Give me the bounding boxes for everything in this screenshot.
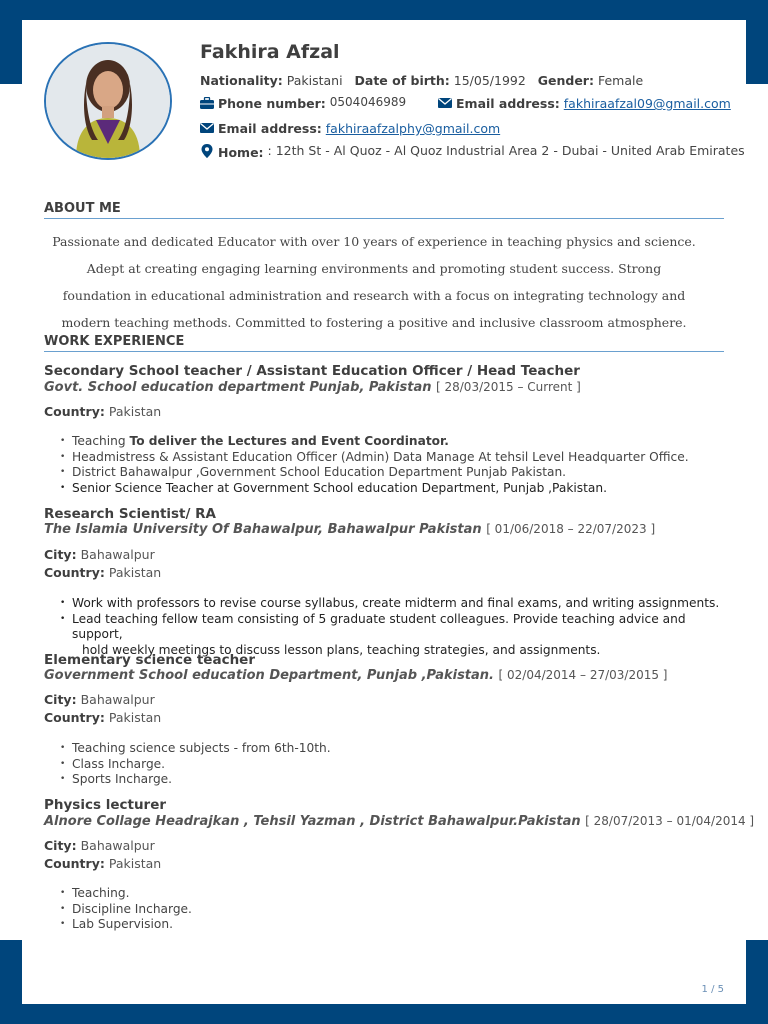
job-city bbox=[44, 838, 155, 853]
job-org-name: Govt. School education department Punjab, Pakistan bbox=[44, 380, 432, 395]
job-org bbox=[44, 522, 655, 537]
candidate-name: Fakhira Afzal bbox=[200, 41, 340, 63]
job-title: Elementary science teacher bbox=[44, 652, 255, 668]
map-pin-icon bbox=[200, 144, 214, 158]
page-number: 1 / 5 bbox=[701, 984, 724, 995]
about-line: foundation in educational administration and research with a focus on integrating technology and bbox=[62, 288, 686, 303]
nationality-label: Nationality: bbox=[200, 73, 283, 88]
envelope-icon bbox=[438, 97, 452, 109]
job-org bbox=[44, 814, 754, 829]
city-value: Bahawalpur bbox=[80, 547, 155, 562]
personal-info-row bbox=[200, 73, 643, 88]
country-value: Pakistan bbox=[108, 710, 162, 725]
bullet-text: Teaching bbox=[72, 434, 126, 448]
home-row bbox=[200, 144, 745, 160]
list-item bbox=[60, 434, 730, 450]
list-item: • Work with professors to revise course syllabus, create midterm and final exams, and writing assignments. bbox=[60, 596, 730, 612]
job-city bbox=[44, 547, 155, 562]
frame-corner bbox=[0, 0, 22, 84]
email2-link[interactable]: fakhiraafzalphy@gmail.com bbox=[325, 121, 501, 136]
job-bullets bbox=[60, 886, 730, 933]
dob-value: 15/05/1992 bbox=[453, 73, 526, 88]
email1-link[interactable]: fakhiraafzal09@gmail.com bbox=[563, 96, 731, 111]
job-title: Physics lecturer bbox=[44, 797, 167, 813]
work-section-title: WORK EXPERIENCE bbox=[44, 334, 724, 352]
job-country bbox=[44, 710, 161, 725]
job-country bbox=[44, 404, 161, 419]
about-line: modern teaching methods. Committed to fostering a positive and inclusive classroom atmosphere. bbox=[61, 315, 687, 330]
home-label: Home: bbox=[218, 145, 264, 160]
country-value: Pakistan bbox=[108, 404, 162, 419]
list-item: • Class Incharge. bbox=[60, 757, 730, 773]
job-dates: [ 01/06/2018 – 22/07/2023 ] bbox=[486, 522, 656, 536]
job-org-name: The Islamia University Of Bahawalpur, Bahawalpur Pakistan bbox=[44, 522, 482, 537]
job-dates: [ 28/03/2015 – Current ] bbox=[436, 380, 581, 394]
bullet-text: hold weekly meetings to discuss lesson plans, teaching strategies, and assignments. bbox=[82, 642, 601, 657]
gender-value: Female bbox=[597, 73, 644, 88]
home-value: : 12th St - Al Quoz - Al Quoz Industrial Area 2 - Dubai - United Arab Emirates bbox=[267, 143, 745, 158]
job-country bbox=[44, 856, 161, 871]
email2-label: Email address: bbox=[218, 121, 322, 136]
job-org-name: Alnore Collage Headrajkan , Tehsil Yazman , District Bahawalpur.Pakistan bbox=[44, 814, 581, 829]
job-country bbox=[44, 565, 161, 580]
list-item: • Senior Science Teacher at Government School education Department, Punjab ,Pakistan. bbox=[60, 481, 730, 497]
gender-label: Gender: bbox=[537, 73, 594, 88]
country-label: Country: bbox=[44, 404, 105, 419]
city-value: Bahawalpur bbox=[80, 692, 155, 707]
about-line: Passionate and dedicated Educator with over 10 years of experience in teaching physics and science. bbox=[52, 234, 696, 249]
list-item: • District Bahawalpur ,Government School Education Department Punjab Pakistan. bbox=[60, 465, 730, 481]
dob-label: Date of birth: bbox=[354, 73, 450, 88]
list-item: • Headmistress & Assistant Education Officer (Admin) Data Manage At tehsil Level Headquarter Office. bbox=[60, 450, 730, 466]
email-row-2 bbox=[200, 121, 500, 136]
job-bullets bbox=[60, 596, 730, 658]
phone-row bbox=[200, 96, 406, 111]
envelope-icon bbox=[200, 122, 214, 134]
city-value: Bahawalpur bbox=[80, 838, 155, 853]
email-row-1 bbox=[438, 96, 731, 111]
list-item: • Teaching science subjects - from 6th-10th. bbox=[60, 741, 730, 757]
email1-label: Email address: bbox=[456, 96, 560, 111]
list-item: • Sports Incharge. bbox=[60, 772, 730, 788]
country-label: Country: bbox=[44, 856, 105, 871]
frame-corner bbox=[0, 940, 22, 1024]
nationality-value: Pakistani bbox=[286, 73, 343, 88]
frame-side bbox=[746, 84, 768, 940]
job-city bbox=[44, 692, 155, 707]
job-title: Research Scientist/ RA bbox=[44, 506, 216, 522]
about-text bbox=[44, 228, 704, 336]
country-value: Pakistan bbox=[108, 856, 162, 871]
city-label: City: bbox=[44, 838, 77, 853]
list-item: • Lead teaching fellow team consisting of 5 graduate student colleagues. Provide teaching advice and support, bbox=[60, 612, 730, 643]
job-bullets bbox=[60, 434, 730, 496]
job-dates: [ 02/04/2014 – 27/03/2015 ] bbox=[498, 668, 668, 682]
job-title: Secondary School teacher / Assistant Education Officer / Head Teacher bbox=[44, 363, 580, 379]
frame-corner bbox=[746, 0, 768, 84]
briefcase-icon bbox=[200, 97, 214, 109]
portrait-photo bbox=[46, 44, 170, 158]
phone-value: 0504046989 bbox=[329, 95, 407, 109]
frame-side bbox=[0, 84, 22, 940]
country-label: Country: bbox=[44, 565, 105, 580]
job-bullets bbox=[60, 741, 730, 788]
job-org bbox=[44, 380, 581, 395]
list-item: • Lab Supervision. bbox=[60, 917, 730, 933]
city-label: City: bbox=[44, 547, 77, 562]
job-dates: [ 28/07/2013 – 01/04/2014 ] bbox=[585, 814, 755, 828]
about-section-title: ABOUT ME bbox=[44, 201, 724, 219]
list-item: • Teaching. bbox=[60, 886, 730, 902]
city-label: City: bbox=[44, 692, 77, 707]
job-org bbox=[44, 668, 667, 683]
phone-label: Phone number: bbox=[218, 96, 326, 111]
list-item: • Discipline Incharge. bbox=[60, 902, 730, 918]
job-org-name: Government School education Department, Punjab ,Pakistan. bbox=[44, 668, 494, 683]
bullet-text-bold: To deliver the Lectures and Event Coordinator. bbox=[129, 434, 449, 448]
about-line: Adept at creating engaging learning environments and promoting student success. Strong bbox=[86, 261, 662, 276]
country-value: Pakistan bbox=[108, 565, 162, 580]
frame-corner bbox=[746, 940, 768, 1024]
avatar bbox=[44, 42, 172, 160]
country-label: Country: bbox=[44, 710, 105, 725]
